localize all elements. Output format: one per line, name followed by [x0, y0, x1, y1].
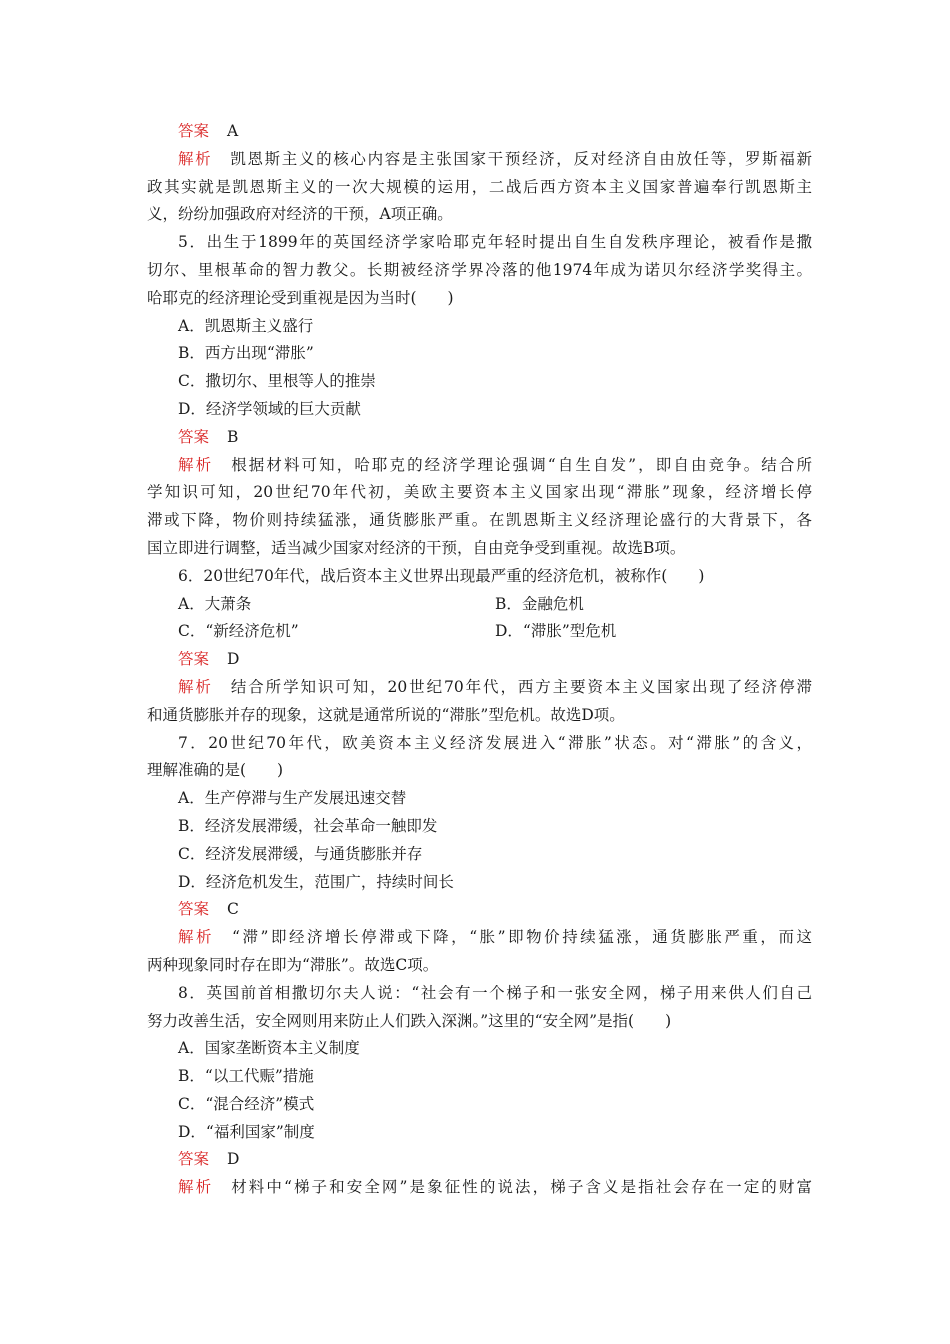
answer-value: B — [227, 427, 239, 446]
question-stem: 7．20世纪70年代，欧美资本主义经济发展进入“滞胀”状态。对“滞胀”的含义， — [178, 733, 812, 752]
option-row — [147, 618, 812, 646]
option-c: C．经济发展滞缓，与通货膨胀并存 — [178, 844, 423, 863]
question-stem: 努力改善生活，安全网则用来防止人们跌入深渊。”这里的“安全网”是指( ) — [147, 1011, 672, 1030]
option-b: B．金融危机 — [495, 594, 584, 613]
analysis-label: 解析 — [178, 455, 214, 474]
answer-line — [147, 424, 812, 452]
analysis-text: 两种现象同时存在即为“滞胀”。故选C项。 — [147, 955, 439, 974]
option-c: C．“混合经济”模式 — [178, 1094, 315, 1113]
option-b: B．经济发展滞缓，社会革命一触即发 — [178, 816, 438, 835]
answer-label: 答案 — [178, 1150, 210, 1169]
answer-line — [147, 118, 812, 146]
option-row — [147, 591, 812, 619]
analysis-label: 解析 — [178, 149, 213, 168]
question-stem: 切尔、里根革命的智力教父。长期被经济学界冷落的他1974年成为诺贝尔经济学奖得主。 — [147, 260, 812, 279]
analysis-text: 学知识可知，20世纪70年代初，美欧主要资本主义国家出现“滞胀”现象，经济增长停 — [147, 483, 812, 502]
option-c: C．“新经济危机” — [178, 622, 299, 641]
analysis-line — [147, 1174, 812, 1202]
answer-value: D — [227, 650, 240, 669]
option-a: A．生产停滞与生产发展迅速交替 — [178, 789, 407, 808]
answer-label: 答案 — [178, 427, 210, 446]
question-stem: 8．英国前首相撒切尔夫人说：“社会有一个梯子和一张安全网，梯子用来供人们自己 — [178, 983, 812, 1002]
analysis-text: 凯恩斯主义的核心内容是主张国家干预经济，反对经济自由放任等，罗斯福新 — [230, 149, 812, 168]
answer-line — [147, 896, 812, 924]
analysis-line — [147, 452, 812, 480]
analysis-text: 材料中“梯子和安全网”是象征性的说法，梯子含义是指社会存在一定的财富 — [231, 1178, 812, 1197]
question-stem: 理解准确的是( ) — [147, 761, 284, 780]
analysis-line — [147, 924, 812, 952]
question-stem: 哈耶克的经济理论受到重视是因为当时( ) — [147, 288, 454, 307]
answer-line — [147, 1146, 812, 1174]
analysis-text: 政其实就是凯恩斯主义的一次大规模的运用，二战后西方资本主义国家普遍奉行凯恩斯主 — [147, 177, 812, 196]
option-d: D．“福利国家”制度 — [178, 1122, 315, 1141]
option-b: B．“以工代赈”措施 — [178, 1067, 314, 1086]
option-a: A．大萧条 — [178, 594, 252, 613]
analysis-label: 解析 — [178, 1178, 214, 1197]
analysis-line — [147, 674, 812, 702]
analysis-text: “滞”即经济增长停滞或下降，“胀”即物价持续猛涨，通货膨胀严重，而这 — [232, 928, 812, 947]
answer-value: A — [227, 122, 239, 140]
option-d: D．经济危机发生，范围广，持续时间长 — [178, 872, 454, 891]
option-a: A．凯恩斯主义盛行 — [178, 316, 314, 335]
analysis-label: 解析 — [178, 677, 213, 696]
option-d: D．“滞胀”型危机 — [495, 622, 617, 641]
option-a: A．国家垄断资本主义制度 — [178, 1039, 360, 1058]
analysis-label: 解析 — [178, 928, 215, 947]
option-c: C．撒切尔、里根等人的推崇 — [178, 372, 376, 391]
analysis-text: 滞或下降，物价则持续猛涨，通货膨胀严重。在凯恩斯主义经济理论盛行的大背景下，各 — [147, 511, 812, 530]
option-d: D．经济学领域的巨大贡献 — [178, 399, 361, 418]
answer-label: 答案 — [178, 650, 210, 669]
analysis-text: 结合所学知识可知，20世纪70年代，西方主要资本主义国家出现了经济停滞 — [230, 677, 812, 696]
analysis-line — [147, 146, 812, 174]
analysis-text: 根据材料可知，哈耶克的经济学理论强调“自生自发”，即自由竞争。结合所 — [231, 455, 812, 474]
answer-label: 答案 — [178, 122, 210, 140]
question-stem: 6．20世纪70年代，战后资本主义世界出现最严重的经济危机，被称作( ) — [178, 566, 705, 585]
question-stem: 5．出生于1899年的英国经济学家哈耶克年轻时提出自生自发秩序理论，被看作是撒 — [178, 233, 812, 252]
analysis-text: 国立即进行调整，适当减少国家对经济的干预，自由竞争受到重视。故选B项。 — [147, 538, 686, 557]
answer-value: C — [227, 900, 239, 919]
answer-label: 答案 — [178, 900, 210, 919]
analysis-text: 和通货膨胀并存的现象，这就是通常所说的“滞胀”型危机。故选D项。 — [147, 705, 625, 724]
answer-line — [147, 646, 812, 674]
option-b: B．西方出现“滞胀” — [178, 344, 314, 363]
answer-value: D — [227, 1150, 240, 1169]
document-page — [147, 118, 812, 1202]
analysis-text: 义，纷纷加强政府对经济的干预，A项正确。 — [147, 205, 453, 224]
